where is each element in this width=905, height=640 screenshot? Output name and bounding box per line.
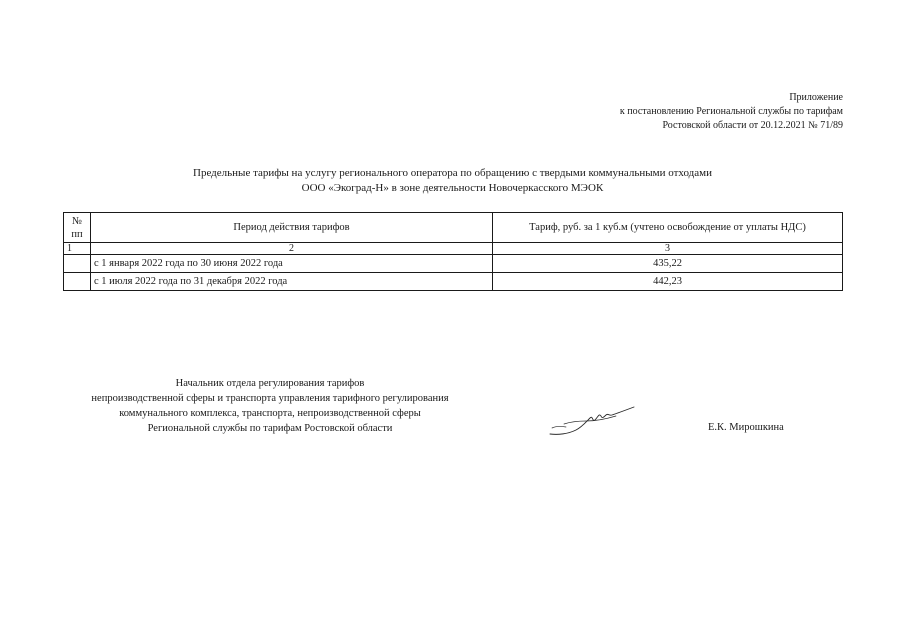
handwritten-signature (546, 404, 646, 440)
signer-position-line-4: Региональной службы по тарифам Ростовской области (147, 423, 393, 434)
header-period: Период действия тарифов (91, 213, 493, 243)
column-number-2: 2 (91, 243, 493, 255)
column-number-3: 3 (493, 243, 843, 255)
signer-position-line-2: непроизводственной сферы и транспорта управления тарифного регулирования (91, 393, 449, 404)
row-period: с 1 июля 2022 года по 31 декабря 2022 года (91, 273, 493, 291)
header-number (64, 213, 91, 243)
appendix-line-1: Приложение (789, 92, 843, 103)
appendix-line-2: к постановлению Региональной службы по тарифам (619, 106, 843, 117)
column-numbers-row (64, 243, 843, 255)
header-number-line-2: пп (71, 228, 83, 240)
tariffs-table (63, 212, 843, 291)
row-tariff: 435,22 (493, 255, 843, 273)
appendix-header (620, 91, 843, 133)
row-period: с 1 января 2022 года по 30 июня 2022 года (91, 255, 493, 273)
row-tariff: 442,23 (493, 273, 843, 291)
row-number (64, 273, 91, 291)
title-line-2: ООО «Экоград-Н» в зоне деятельности Новочеркасского МЭОК (301, 182, 604, 194)
signer-position (60, 376, 480, 436)
row-number (64, 255, 91, 273)
table-header-row (64, 213, 843, 243)
column-number-1: 1 (64, 243, 91, 255)
signer-name: Е.К. Мирошкина (708, 422, 784, 433)
table-row (64, 273, 843, 291)
table-row (64, 255, 843, 273)
document-title (0, 166, 905, 196)
appendix-line-3: Ростовской области от 20.12.2021 № 71/89 (662, 120, 843, 131)
signer-position-line-1: Начальник отдела регулирования тарифов (175, 378, 365, 389)
signer-position-line-3: коммунального комплекса, транспорта, непроизводственной сферы (119, 408, 421, 419)
header-tariff: Тариф, руб. за 1 куб.м (учтено освобождение от уплаты НДС) (493, 213, 843, 243)
title-line-1: Предельные тарифы на услугу регионального оператора по обращению с твердыми коммунальными отходами (193, 167, 712, 179)
header-number-line-1: № (71, 215, 83, 227)
